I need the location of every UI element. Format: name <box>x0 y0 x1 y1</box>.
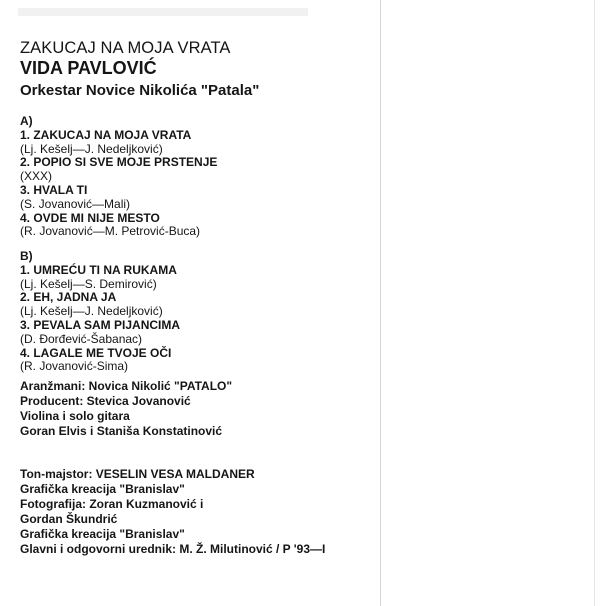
track-title: 2. EH, JADNA JA <box>20 290 117 305</box>
track-credit: (R. Jovanović—M. Petrović-Buca) <box>20 224 201 239</box>
credit-line: Producent: Stevica Jovanović <box>20 394 191 408</box>
track-credit: (S. Jovanović—Mali) <box>20 196 131 211</box>
track-credit: (Lj. Kešelj—S. Demirović) <box>20 276 157 291</box>
track-credit: (Lj. Kešelj—J. Nedeljković) <box>20 304 163 319</box>
track-title: 3. HVALA TI <box>20 182 88 197</box>
side-a-tracklist <box>20 115 217 239</box>
production-credits <box>20 379 232 439</box>
faded-top-strip <box>18 8 308 16</box>
credit-line: Aranžmani: Novica Nikolić "PATALO" <box>20 379 233 393</box>
track-title: 1. UMREĆU TI NA RUKAMA <box>20 262 177 277</box>
track-title: 4. OVDE MI NIJE MESTO <box>20 210 160 225</box>
credit-line: Ton-majstor: VESELIN VESA MALDANER <box>20 467 255 481</box>
credit-line: Grafička kreacija "Branislav" <box>20 482 185 496</box>
credit-line: Gordan Škundrić <box>20 512 118 526</box>
side-b-tracklist <box>20 250 180 374</box>
credit-line: Grafička kreacija "Branislav" <box>20 527 185 541</box>
staff-credits <box>20 467 325 557</box>
credit-line: Violina i solo gitara <box>20 409 130 423</box>
track-title: 4. LAGALE ME TVOJE OČI <box>20 345 172 360</box>
track-title: 2. POPIO SI SVE MOJE PRSTENJE <box>20 155 218 170</box>
track-credit: (Lj. Kešelj—J. Nedeljković) <box>20 141 163 156</box>
track-title: 3. PEVALA SAM PIJANCIMA <box>20 317 181 332</box>
track-title: 1. ZAKUCAJ NA MOJA VRATA <box>20 127 192 142</box>
edge-line <box>594 0 595 606</box>
fold-line <box>380 0 381 606</box>
credit-line: Goran Elvis i Staniša Konstatinović <box>20 424 223 438</box>
album-title: ZAKUCAJ NA MOJA VRATA <box>20 39 231 57</box>
credit-line: Fotografija: Zoran Kuzmanović i <box>20 497 204 511</box>
artist-name: VIDA PAVLOVIĆ <box>20 58 157 78</box>
track-credit: (D. Đorđević-Šabanac) <box>20 331 143 346</box>
side-a-label: A) <box>20 114 33 128</box>
track-credit: (XXX) <box>20 169 53 184</box>
side-b-label: B) <box>20 249 33 263</box>
credit-line: Glavni i odgovorni urednik: M. Ž. Milutinović / P '93—I <box>20 542 326 556</box>
orchestra-name: Orkestar Novice Nikolića "Patala" <box>20 82 260 99</box>
track-credit: (R. Jovanović-Sima) <box>20 359 129 374</box>
